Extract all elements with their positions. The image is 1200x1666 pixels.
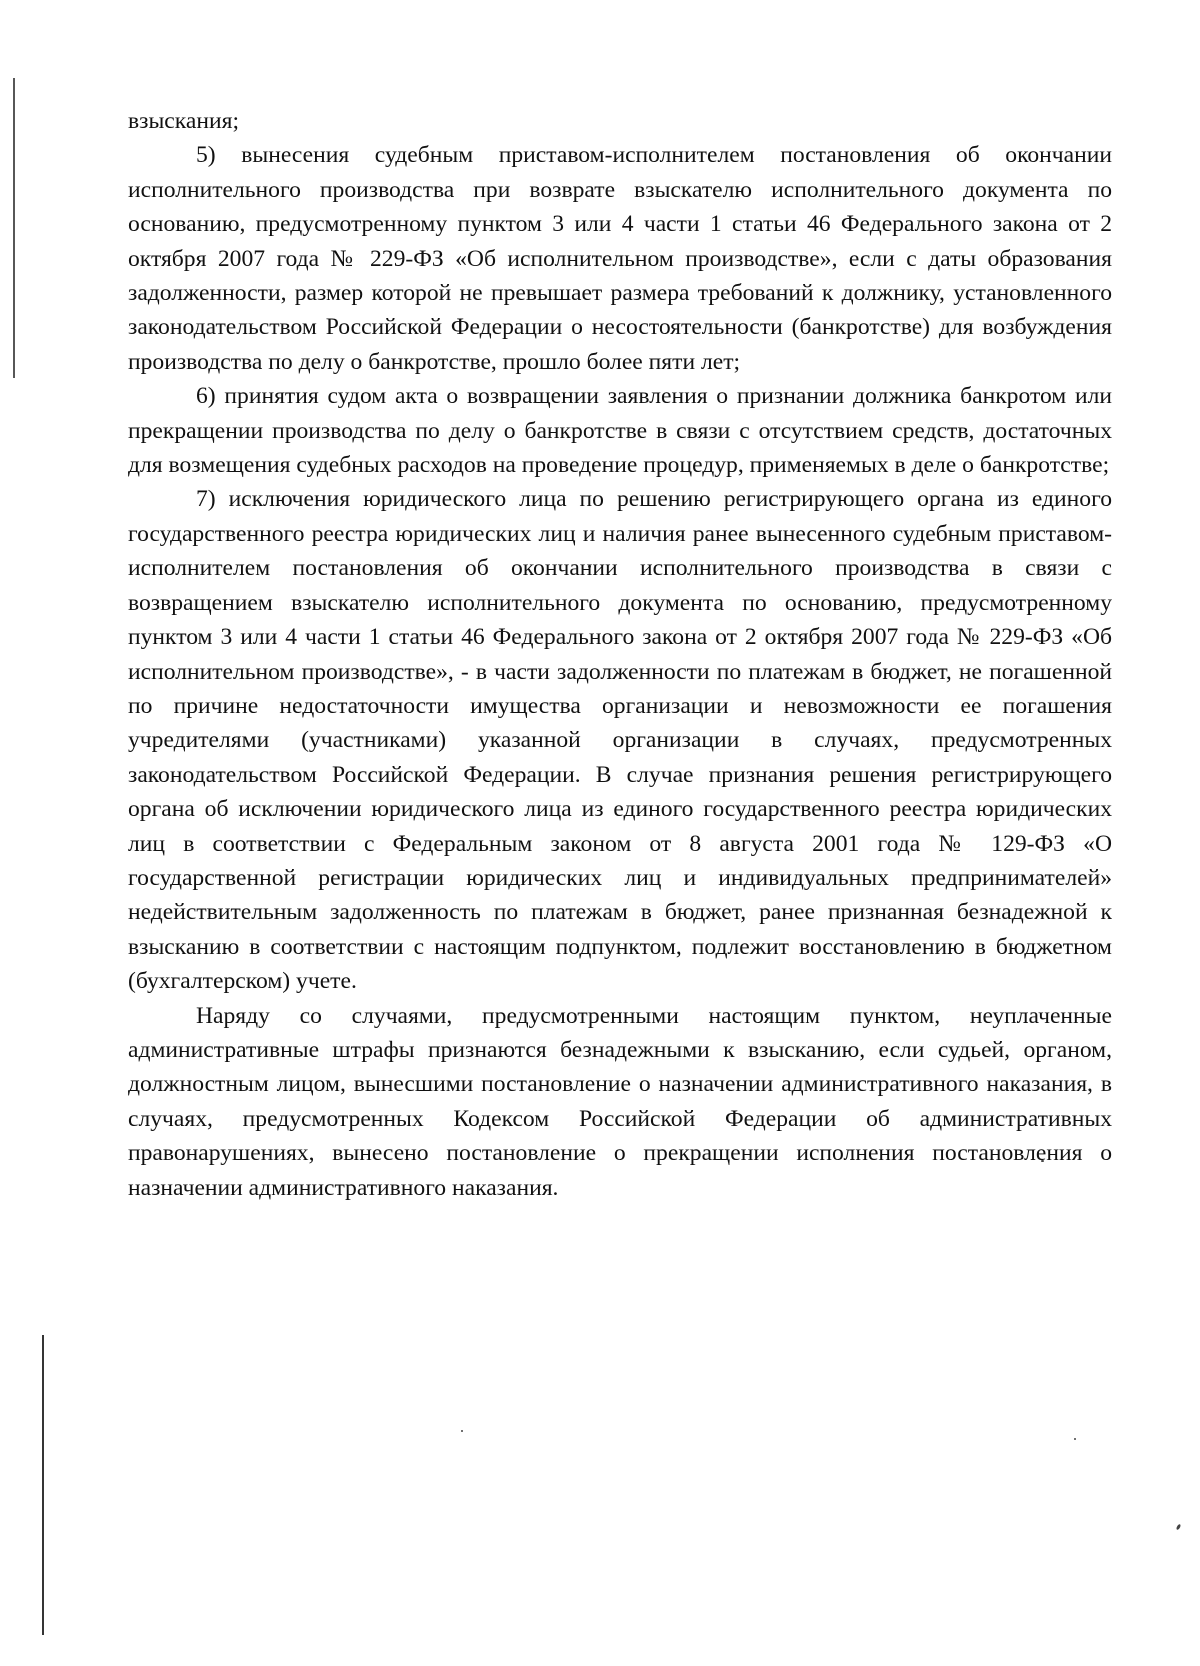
paragraph-administrative-fines: Наряду со случаями, предусмотренными настоящим пунктом, неуплаченные административные штрафы признаются безнадежными к взысканию, если судьей, органом, должностным лицом, вынесшими постановление о назначении административного наказания, в случаях, предусмотренных Кодексом Российской Федерации об административных правонарушениях, вынесено постановление о прекращении исполнения постановления о назначении административного наказания. (128, 1002, 1112, 1201)
scan-speck (461, 1430, 463, 1432)
scan-edge-line-top (13, 78, 15, 378)
paragraph-item-5: 5) вынесения судебным приставом-исполнителем постановления об окончании исполнительного производства при возврате взыскателю исполнительного документа по основанию, предусмотренному пунктом 3 или 4 части 1 статьи 46 Федерального закона от 2 октября 2007 года № 229-ФЗ «Об исполнительном производстве», если с даты образования задолженности, размер которой не превышает размера требований к должнику, установленного законодательством Российской Федерации о несостоятельности (банкротстве) для возбуждения производства по делу о банкротстве, прошло более пяти лет; (128, 142, 1112, 375)
scan-edge-line-bottom (42, 1335, 44, 1635)
paragraph-item-7: 7) исключения юридического лица по решению регистрирующего органа из единого государственного реестра юридических лиц и наличия ранее вынесенного судебным приставом-исполнителем постановления об окончании исполнительного производства в связи с возвращением взыскателю исполнительного документа по основанию, предусмотренному пунктом 3 или 4 части 1 статьи 46 Федерального закона от 2 октября 2007 года № 229-ФЗ «Об исполнительном производстве», - в части задолженности по платежам в бюджет, не погашенной по причине недостаточности имущества организации и невозможности ее погашения учредителями (участниками) указанной организации в случаях, предусмотренных законодательством Российской Федерации. В случае признания решения регистрирующего органа об исключении юридического лица из единого государственного реестра юридических лиц в соответствии с Федеральным законом от 8 августа 2001 года № 129-ФЗ «О государственной регистрации юридических лиц и индивидуальных предпринимателей» недействительным задолженность по платежам в бюджет, ранее признанная безнадежной к взысканию в соответствии с настоящим подпунктом, подлежит восстановлению в бюджетном (бухгалтерском) учете. (128, 486, 1112, 995)
scan-speck (1176, 1524, 1182, 1531)
paragraph-item-6: 6) принятия судом акта о возвращении заявления о признании должника банкротом или прекращении производства по делу о банкротстве в связи с отсутствием средств, достаточных для возмещения судебных расходов на проведение процедур, применяемых в деле о банкротстве; (128, 383, 1112, 479)
paragraph-continuation: взыскания; (128, 108, 240, 134)
document-body (128, 104, 1112, 1205)
scan-speck (1074, 1438, 1076, 1440)
